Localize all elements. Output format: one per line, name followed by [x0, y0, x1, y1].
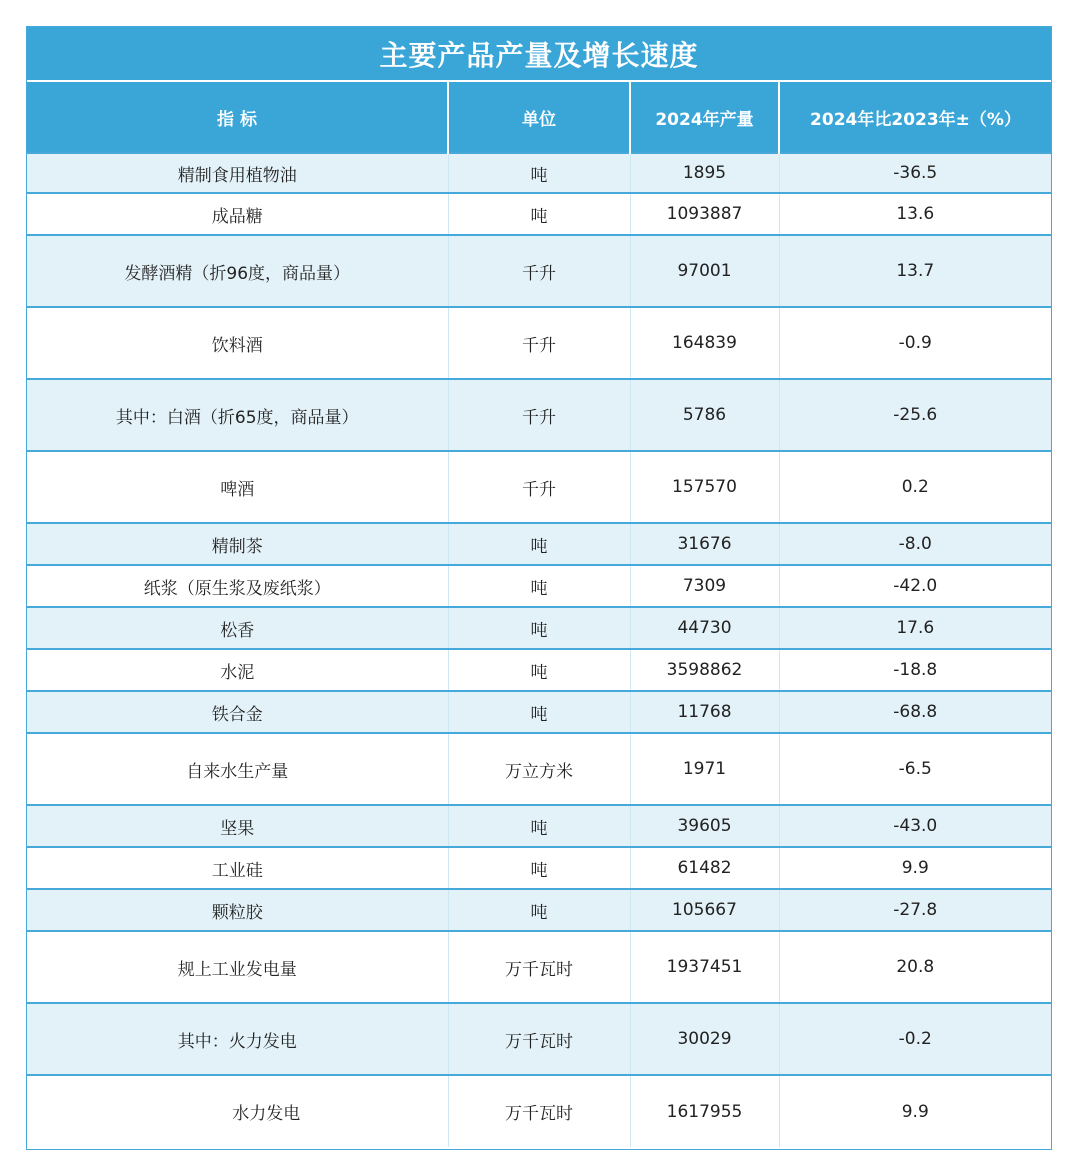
- row-change: 13.7: [779, 235, 1051, 307]
- row-change: -0.2: [779, 1003, 1051, 1075]
- table-row: [27, 847, 1051, 889]
- row-change: 20.8: [779, 931, 1051, 1003]
- header-indicator: 指 标: [27, 81, 448, 153]
- table-frame: [26, 26, 1052, 1150]
- table-row: [27, 379, 1051, 451]
- table-row: [27, 565, 1051, 607]
- row-indicator: 发酵酒精（折96度，商品量）: [27, 235, 448, 307]
- row-output: 5786: [630, 379, 779, 451]
- header-output: 2024年产量: [630, 81, 779, 153]
- row-output: 3598862: [630, 649, 779, 691]
- row-indicator: 坚果: [27, 805, 448, 847]
- table-row: [27, 523, 1051, 565]
- table-row: [27, 805, 1051, 847]
- row-indicator: 规上工业发电量: [27, 931, 448, 1003]
- row-change: -42.0: [779, 565, 1051, 607]
- row-change: 17.6: [779, 607, 1051, 649]
- row-unit: 吨: [448, 153, 630, 193]
- row-indicator: 铁合金: [27, 691, 448, 733]
- row-output: 1895: [630, 153, 779, 193]
- header-row: [27, 81, 1051, 153]
- row-unit: 千升: [448, 235, 630, 307]
- row-unit: 吨: [448, 889, 630, 931]
- row-unit: 万千瓦时: [448, 1075, 630, 1147]
- header-change: 2024年比2023年±（%）: [779, 81, 1051, 153]
- row-change: -27.8: [779, 889, 1051, 931]
- row-unit: 吨: [448, 805, 630, 847]
- row-unit: 吨: [448, 523, 630, 565]
- row-unit: 吨: [448, 691, 630, 733]
- table-title: 主要产品产量及增长速度: [27, 27, 1051, 80]
- row-unit: 吨: [448, 607, 630, 649]
- row-change: -36.5: [779, 153, 1051, 193]
- row-unit: 吨: [448, 565, 630, 607]
- row-indicator: 纸浆（原生浆及废纸浆）: [27, 565, 448, 607]
- row-output: 1093887: [630, 193, 779, 235]
- row-indicator: 工业硅: [27, 847, 448, 889]
- row-output: 39605: [630, 805, 779, 847]
- row-indicator: 颗粒胶: [27, 889, 448, 931]
- table-row: [27, 889, 1051, 931]
- row-output: 11768: [630, 691, 779, 733]
- table-row: [27, 733, 1051, 805]
- row-output: 157570: [630, 451, 779, 523]
- row-output: 1617955: [630, 1075, 779, 1147]
- table-row: [27, 931, 1051, 1003]
- row-indicator: 水泥: [27, 649, 448, 691]
- table-row: [27, 307, 1051, 379]
- row-change: -18.8: [779, 649, 1051, 691]
- row-output: 1971: [630, 733, 779, 805]
- row-unit: 吨: [448, 649, 630, 691]
- table-row: [27, 193, 1051, 235]
- table-row: [27, 1003, 1051, 1075]
- row-output: 30029: [630, 1003, 779, 1075]
- table-row: [27, 153, 1051, 193]
- row-indicator: 精制食用植物油: [27, 153, 448, 193]
- row-output: 7309: [630, 565, 779, 607]
- table-row: [27, 691, 1051, 733]
- row-output: 105667: [630, 889, 779, 931]
- table-row: [27, 607, 1051, 649]
- row-change: -43.0: [779, 805, 1051, 847]
- row-indicator: 成品糖: [27, 193, 448, 235]
- row-unit: 千升: [448, 379, 630, 451]
- row-change: 0.2: [779, 451, 1051, 523]
- row-unit: 千升: [448, 307, 630, 379]
- row-unit: 万千瓦时: [448, 931, 630, 1003]
- row-change: -25.6: [779, 379, 1051, 451]
- row-indicator: 饮料酒: [27, 307, 448, 379]
- row-unit: 万千瓦时: [448, 1003, 630, 1075]
- row-indicator: 其中：火力发电: [27, 1003, 448, 1075]
- row-unit: 吨: [448, 193, 630, 235]
- row-change: -8.0: [779, 523, 1051, 565]
- header-unit: 单位: [448, 81, 630, 153]
- row-output: 1937451: [630, 931, 779, 1003]
- row-indicator: 自来水生产量: [27, 733, 448, 805]
- row-unit: 万立方米: [448, 733, 630, 805]
- row-output: 97001: [630, 235, 779, 307]
- table-row: [27, 451, 1051, 523]
- row-indicator: 啤酒: [27, 451, 448, 523]
- production-table: [27, 80, 1051, 1147]
- row-change: 9.9: [779, 1075, 1051, 1147]
- row-indicator: 其中：白酒（折65度，商品量）: [27, 379, 448, 451]
- row-indicator: 水力发电: [27, 1075, 448, 1147]
- row-indicator: 松香: [27, 607, 448, 649]
- row-output: 44730: [630, 607, 779, 649]
- row-change: -0.9: [779, 307, 1051, 379]
- row-unit: 千升: [448, 451, 630, 523]
- row-change: -6.5: [779, 733, 1051, 805]
- table-row: [27, 235, 1051, 307]
- row-unit: 吨: [448, 847, 630, 889]
- row-output: 61482: [630, 847, 779, 889]
- row-change: -68.8: [779, 691, 1051, 733]
- row-change: 9.9: [779, 847, 1051, 889]
- table-row: [27, 649, 1051, 691]
- row-indicator: 精制茶: [27, 523, 448, 565]
- row-output: 164839: [630, 307, 779, 379]
- table-row: [27, 1075, 1051, 1147]
- row-change: 13.6: [779, 193, 1051, 235]
- row-output: 31676: [630, 523, 779, 565]
